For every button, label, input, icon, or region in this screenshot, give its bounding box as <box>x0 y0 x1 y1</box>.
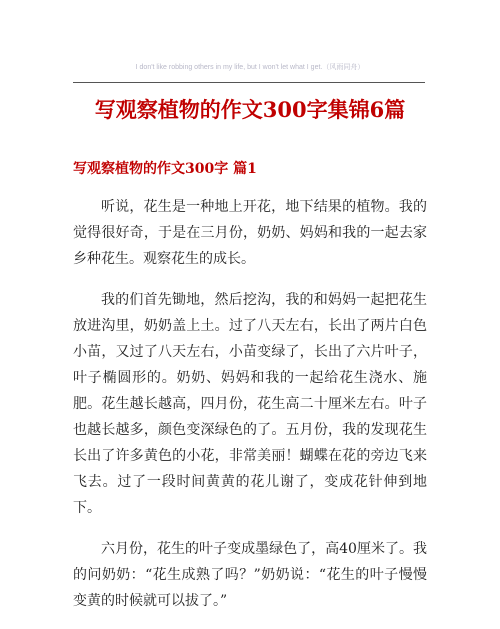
section-heading: 写观察植物的作文300字 篇1 <box>73 161 257 177</box>
header-divider <box>73 82 425 83</box>
document-title: 写观察植物的作文300字集锦6篇 <box>94 97 406 122</box>
paragraph-1: 听说，花生是一种地上开花，地下结果的植物。我的觉得很好奇，于是在三月份，奶奶、妈妈和我的一起去家乡种花生。观察花生的成长。 <box>73 199 427 267</box>
body-text <box>73 194 427 629</box>
paragraph-3: 六月份，花生的叶子变成墨绿色了，高40厘米了。我的问奶奶：“花生成熟了吗？”奶奶说：“花生的叶子慢慢变黄的时候就可以拔了。” <box>73 541 427 609</box>
header-note: I don't like robbing others in my life, but I won't let what I get.（风雨同舟） <box>135 64 365 71</box>
paragraph-2: 我的们首先锄地，然后挖沟，我的和妈妈一起把花生放进沟里，奶奶盖上土。过了八天左右，长出了两片白色小苗，又过了八天左右，小苗变绿了，长出了六片叶子，叶子椭圆形的。奶奶、妈妈和我的一起给花生浇水、施肥。花生越长越高，四月份，花生高二十厘米左右。叶子也越长越多，颜色变深绿色的了。五月份，我的发现花生长出了许多黄色的小花，非常美丽！蝴蝶在花的旁边飞来飞去。过了一段时间黄黄的花儿谢了，变成花针伸到地下。 <box>73 292 427 516</box>
